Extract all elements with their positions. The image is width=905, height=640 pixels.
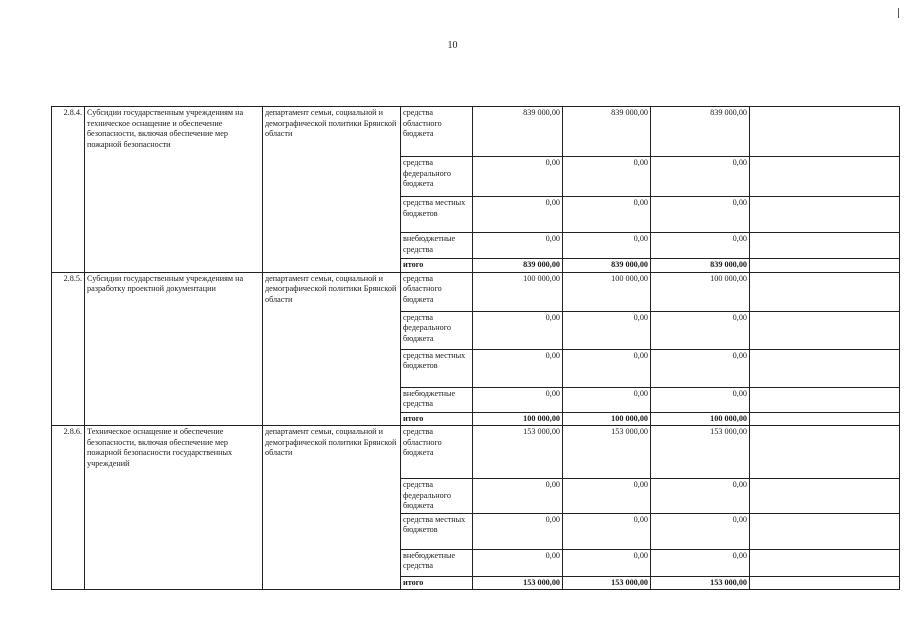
- value-cell: 0,00: [563, 311, 651, 349]
- item-name: Субсидии государственным учреждениям на разработку проектной документации: [85, 272, 263, 426]
- total-cell: 153 000,00: [473, 576, 563, 590]
- empty-cell: [750, 157, 900, 197]
- value-cell: 839 000,00: [473, 107, 563, 157]
- source-label: средства областного бюджета: [401, 107, 473, 157]
- source-label: внебюджетные средства: [401, 233, 473, 259]
- value-cell: 0,00: [651, 311, 750, 349]
- table-row: [52, 272, 900, 311]
- scan-edge-mark: [898, 8, 899, 18]
- empty-cell: [750, 549, 900, 576]
- value-cell: 0,00: [651, 349, 750, 387]
- empty-cell: [750, 513, 900, 549]
- empty-cell: [750, 233, 900, 259]
- source-label: средства федерального бюджета: [401, 157, 473, 197]
- empty-cell: [750, 426, 900, 479]
- value-cell: 0,00: [473, 157, 563, 197]
- value-cell: 0,00: [651, 197, 750, 233]
- value-cell: 0,00: [563, 513, 651, 549]
- total-cell: 100 000,00: [563, 412, 651, 426]
- value-cell: 0,00: [563, 233, 651, 259]
- value-cell: 153 000,00: [651, 426, 750, 479]
- item-executor: департамент семьи, социальной и демографической политики Брянской области: [263, 272, 401, 426]
- total-cell: 839 000,00: [563, 259, 651, 273]
- total-cell: 153 000,00: [563, 576, 651, 590]
- total-cell: 100 000,00: [473, 412, 563, 426]
- empty-cell: [750, 272, 900, 311]
- value-cell: 0,00: [473, 549, 563, 576]
- source-label: внебюджетные средства: [401, 549, 473, 576]
- total-cell: 839 000,00: [651, 259, 750, 273]
- empty-cell: [750, 412, 900, 426]
- source-label-total: итого: [401, 412, 473, 426]
- item-executor: департамент семьи, социальной и демографической политики Брянской области: [263, 107, 401, 273]
- item-code: 2.8.5.: [52, 272, 85, 426]
- value-cell: 0,00: [651, 233, 750, 259]
- value-cell: 0,00: [563, 157, 651, 197]
- value-cell: 839 000,00: [563, 107, 651, 157]
- source-label-total: итого: [401, 259, 473, 273]
- table-row: [52, 426, 900, 479]
- source-label-total: итого: [401, 576, 473, 590]
- value-cell: 0,00: [563, 549, 651, 576]
- value-cell: 0,00: [563, 197, 651, 233]
- value-cell: 0,00: [651, 479, 750, 514]
- source-label: средства местных бюджетов: [401, 349, 473, 387]
- empty-cell: [750, 349, 900, 387]
- item-code: 2.8.6.: [52, 426, 85, 590]
- empty-cell: [750, 387, 900, 412]
- empty-cell: [750, 576, 900, 590]
- item-executor: департамент семьи, социальной и демографической политики Брянской области: [263, 426, 401, 590]
- value-cell: 100 000,00: [473, 272, 563, 311]
- item-code: 2.8.4.: [52, 107, 85, 273]
- value-cell: 839 000,00: [651, 107, 750, 157]
- source-label: средства федерального бюджета: [401, 311, 473, 349]
- value-cell: 0,00: [473, 349, 563, 387]
- empty-cell: [750, 479, 900, 514]
- value-cell: 100 000,00: [651, 272, 750, 311]
- value-cell: 0,00: [473, 513, 563, 549]
- source-label: средства областного бюджета: [401, 272, 473, 311]
- source-label: средства местных бюджетов: [401, 513, 473, 549]
- total-cell: 100 000,00: [651, 412, 750, 426]
- item-name: Техническое оснащение и обеспечение безопасности, включая обеспечение мер пожарной безопасности государственных учреждений: [85, 426, 263, 590]
- value-cell: 0,00: [651, 157, 750, 197]
- item-name: Субсидии государственным учреждениям на техническое оснащение и обеспечение безопасности, включая обеспечение мер пожарной безопасности: [85, 107, 263, 273]
- value-cell: 0,00: [473, 311, 563, 349]
- empty-cell: [750, 107, 900, 157]
- value-cell: 0,00: [563, 387, 651, 412]
- source-label: внебюджетные средства: [401, 387, 473, 412]
- empty-cell: [750, 259, 900, 273]
- value-cell: 0,00: [651, 387, 750, 412]
- value-cell: 0,00: [651, 513, 750, 549]
- value-cell: 0,00: [473, 479, 563, 514]
- source-label: средства местных бюджетов: [401, 197, 473, 233]
- empty-cell: [750, 311, 900, 349]
- value-cell: 100 000,00: [563, 272, 651, 311]
- table-row: [52, 107, 900, 157]
- total-cell: 839 000,00: [473, 259, 563, 273]
- value-cell: 0,00: [563, 479, 651, 514]
- value-cell: 0,00: [563, 349, 651, 387]
- source-label: средства федерального бюджета: [401, 479, 473, 514]
- value-cell: 153 000,00: [563, 426, 651, 479]
- value-cell: 0,00: [473, 387, 563, 412]
- source-label: средства областного бюджета: [401, 426, 473, 479]
- total-cell: 153 000,00: [651, 576, 750, 590]
- empty-cell: [750, 197, 900, 233]
- page-number: 10: [447, 40, 458, 51]
- value-cell: 0,00: [651, 549, 750, 576]
- budget-table: [51, 106, 900, 590]
- value-cell: 0,00: [473, 197, 563, 233]
- value-cell: 0,00: [473, 233, 563, 259]
- value-cell: 153 000,00: [473, 426, 563, 479]
